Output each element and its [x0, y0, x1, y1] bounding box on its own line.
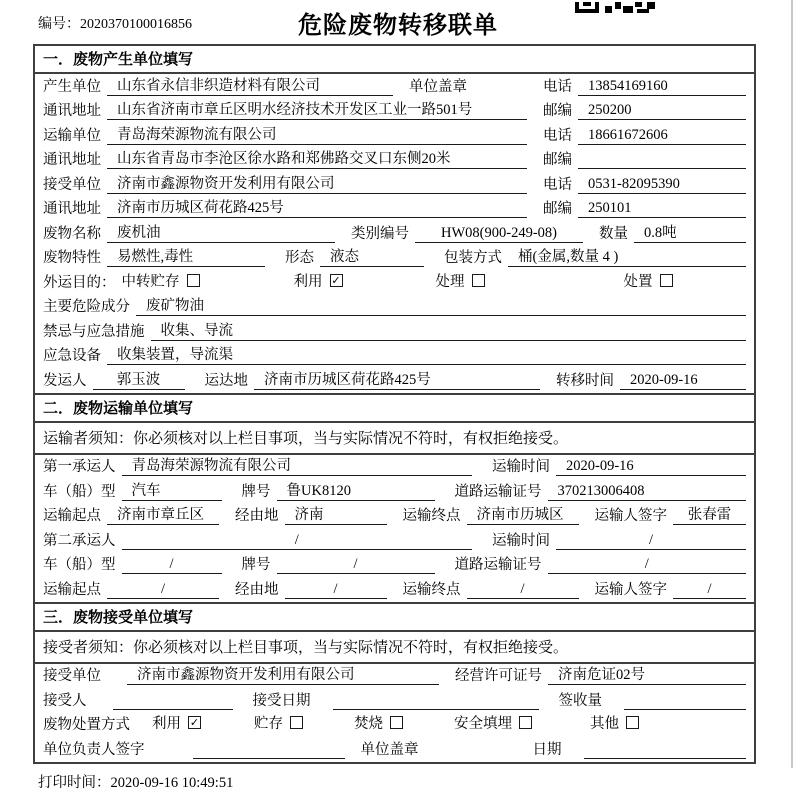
emergency-equipment-value: 收集装置，导流渠: [107, 343, 746, 365]
received-qty-value: [624, 693, 746, 710]
checkbox-disposal-store-icon: [290, 716, 303, 729]
category-label: 类别编号: [351, 225, 409, 242]
page-title: 危险废物转移联单: [298, 13, 498, 39]
disposal-option-store: [254, 712, 354, 733]
road-license2-label: 道路运输证号: [454, 557, 542, 573]
row-transfer-purpose: [35, 270, 754, 295]
form-label: 形态: [285, 250, 314, 266]
receiver-notice: 接受者须知：你必须核对以上栏目事项，当与实际情况不符时，有权拒绝接受。: [35, 632, 754, 664]
section3-title: 三．废物接受单位填写: [35, 602, 754, 632]
row-transporter: [35, 123, 754, 148]
received-qty-label: 签收量: [558, 692, 602, 709]
producer-value: 山东省永信非织造材料有限公司: [107, 74, 393, 96]
producer-phone-value: 13854169160: [578, 78, 746, 96]
waste-name-label: 废物名称: [43, 225, 101, 242]
second-carrier-label: 第二承运人: [43, 532, 116, 549]
packing-label: 包装方式: [444, 250, 502, 266]
first-carrier-label: 第一承运人: [43, 459, 116, 475]
destination-label: 运达地: [204, 372, 248, 389]
disposal-option-store-label: 贮存: [254, 716, 283, 732]
receiver-zip-label: 邮编: [543, 201, 572, 217]
second-carrier-value: /: [122, 532, 473, 550]
hazard-component-value: 废矿物油: [136, 294, 746, 316]
row-emergency-equipment: [35, 344, 754, 369]
producer-address-value: 山东省济南市章丘区明水经济技术开发区工业一路501号: [107, 98, 527, 120]
origin2-value: /: [107, 581, 219, 599]
via1-label: 经由地: [235, 508, 279, 524]
transporter-label: 运输单位: [43, 127, 101, 144]
qr-code-icon: [575, 0, 655, 11]
emergency-measures-label: 禁忌与应急措施: [43, 323, 145, 340]
transporter-address-label: 通讯地址: [43, 152, 101, 168]
checkbox-disposal-landfill-icon: [519, 716, 532, 729]
disposal-option-incinerate: [354, 712, 454, 733]
origin1-label: 运输起点: [43, 508, 101, 524]
emergency-measures-value: 收集、导流: [151, 319, 747, 341]
transport-time2-label: 运输时间: [492, 532, 550, 549]
vehicle-type1-value: 汽车: [122, 479, 222, 501]
disposal-option-landfill-label: 安全填埋: [454, 716, 512, 732]
receiver-zip-value: 250101: [578, 200, 746, 218]
disposal-option-utilize: [152, 712, 254, 733]
row-receiver-address: [35, 197, 754, 222]
row-waste-name: [35, 221, 754, 246]
first-carrier-value: 青岛海荣源物流有限公司: [122, 454, 473, 476]
row-first-carrier: [35, 455, 754, 480]
origin1-value: 济南市章丘区: [107, 503, 219, 525]
plate2-label: 牌号: [241, 557, 271, 573]
row-vehicle1: [35, 479, 754, 504]
row-disposal-method: [35, 713, 754, 738]
row-second-carrier: [35, 528, 754, 553]
manifest-table: [33, 44, 756, 764]
disposal-option-other: [590, 712, 692, 733]
transfer-time-value: 2020-09-16: [620, 372, 746, 390]
section2-title: 二．废物运输单位填写: [35, 393, 754, 423]
transporter-value: 青岛海荣源物流有限公司: [107, 123, 527, 145]
transporter-phone-label: 电话: [543, 127, 572, 144]
purpose-option-utilize: [294, 270, 436, 291]
quantity-label: 数量: [599, 225, 628, 242]
waste-character-value: 易燃性,毒性: [107, 245, 265, 267]
transporter-notice: 运输者须知：你必须核对以上栏目事项，当与实际情况不符时，有权拒绝接受。: [35, 423, 754, 455]
row-receiver: [35, 172, 754, 197]
producer-zip-label: 邮编: [543, 103, 572, 119]
row-producer-address: [35, 99, 754, 124]
checkbox-utilize-icon: ✓: [331, 273, 341, 287]
transporter-zip-value: [578, 152, 746, 169]
purpose-option-dispose-label: 处置: [623, 273, 653, 290]
disposal-option-other-label: 其他: [590, 716, 619, 732]
quantity-value: 0.8吨: [634, 221, 746, 243]
responsible-sign-value: [193, 742, 345, 759]
waste-character-label: 废物特性: [43, 250, 101, 266]
row-waste-character: [35, 246, 754, 271]
checkbox-disposal-utilize-icon: ✓: [189, 716, 200, 729]
purpose-option-treat: [436, 270, 624, 291]
producer-address-label: 通讯地址: [43, 103, 101, 119]
print-time-label: 打印时间：: [38, 774, 111, 791]
accept-date-value: [333, 693, 539, 710]
acceptor-value: [113, 693, 233, 710]
plate1-label: 牌号: [241, 483, 271, 500]
accept-unit-value: 济南市鑫源物资开发利用有限公司: [127, 663, 439, 685]
row-hazard-component: [35, 295, 754, 320]
transporter-phone-value: 18661672606: [578, 127, 746, 145]
form-value: 液态: [320, 245, 424, 267]
end2-value: /: [467, 581, 579, 599]
hazard-component-label: 主要危险成分: [43, 299, 130, 315]
disposal-option-incinerate-label: 焚烧: [354, 716, 383, 732]
row-acceptor: [35, 688, 754, 713]
vehicle-type2-value: /: [122, 556, 222, 574]
road-license2-value: /: [548, 556, 747, 574]
disposal-option-utilize-label: 利用: [152, 716, 181, 732]
transport-time1-value: 2020-09-16: [556, 458, 746, 476]
producer-seal-label: 单位盖章: [409, 78, 467, 95]
print-time-value: 2020-09-16 10:49:51: [110, 774, 234, 791]
plate1-value: 鲁UK8120: [277, 479, 435, 501]
via2-value: /: [285, 581, 387, 599]
transporter-zip-label: 邮编: [543, 152, 572, 168]
road-license1-label: 道路运输证号: [454, 483, 542, 500]
row-transporter-address: [35, 148, 754, 173]
end2-label: 运输终点: [402, 581, 461, 598]
receiver-address-value: 济南市历城区荷花路425号: [107, 196, 527, 218]
unit-seal-label: 单位盖章: [360, 741, 419, 758]
vehicle-type2-label: 车（船）型: [43, 557, 116, 573]
carrier-sign1-label: 运输人签字: [594, 508, 667, 524]
transfer-time-label: 转移时间: [556, 372, 614, 389]
checkbox-disposal-other-icon: [626, 716, 639, 729]
end1-value: 济南市历城区: [467, 503, 579, 525]
via1-value: 济南: [285, 503, 387, 525]
row-vehicle2: [35, 553, 754, 578]
transport-time2-value: /: [556, 532, 746, 550]
receiver-phone-value: 0531-82095390: [578, 176, 746, 194]
road-license1-value: 370213006408: [548, 483, 747, 501]
producer-label: 产生单位: [43, 78, 101, 95]
purpose-option-storage: [122, 270, 294, 291]
accept-unit-label: 接受单位: [43, 668, 101, 684]
row-route1: [35, 504, 754, 529]
row-producer: [35, 74, 754, 99]
transport-time1-label: 运输时间: [492, 459, 550, 475]
shipper-label: 发运人: [43, 372, 87, 389]
destination-value: 济南市历城区荷花路425号: [254, 368, 540, 390]
category-value: HW08(900-249-08): [415, 225, 583, 243]
print-time: [38, 771, 796, 792]
acceptor-label: 接受人: [43, 692, 87, 709]
disposal-method-label: 废物处置方式: [43, 717, 130, 733]
waste-name-value: 废机油: [107, 221, 335, 243]
receiver-value: 济南市鑫源物资开发利用有限公司: [107, 172, 527, 194]
row-shipper: [35, 368, 754, 393]
receiver-label: 接受单位: [43, 176, 101, 193]
transfer-purpose-label: 外运目的：: [43, 274, 116, 291]
checkbox-storage-icon: [187, 274, 200, 287]
purpose-option-utilize-label: 利用: [293, 273, 323, 290]
purpose-option-storage-label: 中转贮存: [121, 273, 180, 290]
section1-title: 一．废物产生单位填写: [35, 46, 754, 74]
accept-date-label: 接受日期: [252, 692, 311, 709]
disposal-option-landfill: [454, 712, 590, 733]
carrier-sign1-value: 张春雷: [673, 503, 746, 525]
emergency-equipment-label: 应急设备: [43, 348, 101, 364]
transporter-address-value: 山东省青岛市李沧区徐水路和郑佛路交叉口东侧20米: [107, 147, 527, 169]
permit-value: 济南危证02号: [548, 663, 746, 685]
purpose-option-treat-label: 处理: [435, 273, 465, 290]
row-accept-unit: [35, 664, 754, 689]
producer-zip-value: 250200: [578, 102, 746, 120]
via2-label: 经由地: [235, 581, 279, 598]
receiver-address-label: 通讯地址: [43, 201, 101, 217]
checkbox-dispose-icon: [660, 274, 673, 287]
page-edge-line: [791, 0, 793, 768]
date-value: [584, 742, 747, 759]
document-number-value: 2020370100016856: [80, 17, 192, 32]
packing-value: 桶(金属,数量 4 ): [508, 245, 746, 267]
end1-label: 运输终点: [402, 508, 461, 524]
purpose-option-dispose: [624, 270, 673, 291]
plate2-value: /: [277, 556, 435, 574]
responsible-sign-label: 单位负责人签字: [43, 741, 145, 758]
row-responsible-signature: [35, 737, 754, 762]
receiver-phone-label: 电话: [543, 176, 572, 193]
carrier-sign2-value: /: [673, 581, 746, 599]
origin2-label: 运输起点: [43, 581, 101, 598]
checkbox-treat-icon: [472, 274, 485, 287]
producer-phone-label: 电话: [543, 78, 572, 95]
carrier-sign2-label: 运输人签字: [594, 581, 667, 598]
permit-label: 经营许可证号: [455, 668, 542, 684]
row-route2: [35, 577, 754, 602]
document-number-label: 编号：: [38, 17, 80, 32]
vehicle-type1-label: 车（船）型: [43, 483, 116, 500]
row-emergency-measures: [35, 319, 754, 344]
checkbox-disposal-incinerate-icon: [390, 716, 403, 729]
date-label: 日期: [532, 741, 562, 758]
document-header: [0, 0, 796, 44]
shipper-value: 郭玉波: [93, 368, 185, 390]
